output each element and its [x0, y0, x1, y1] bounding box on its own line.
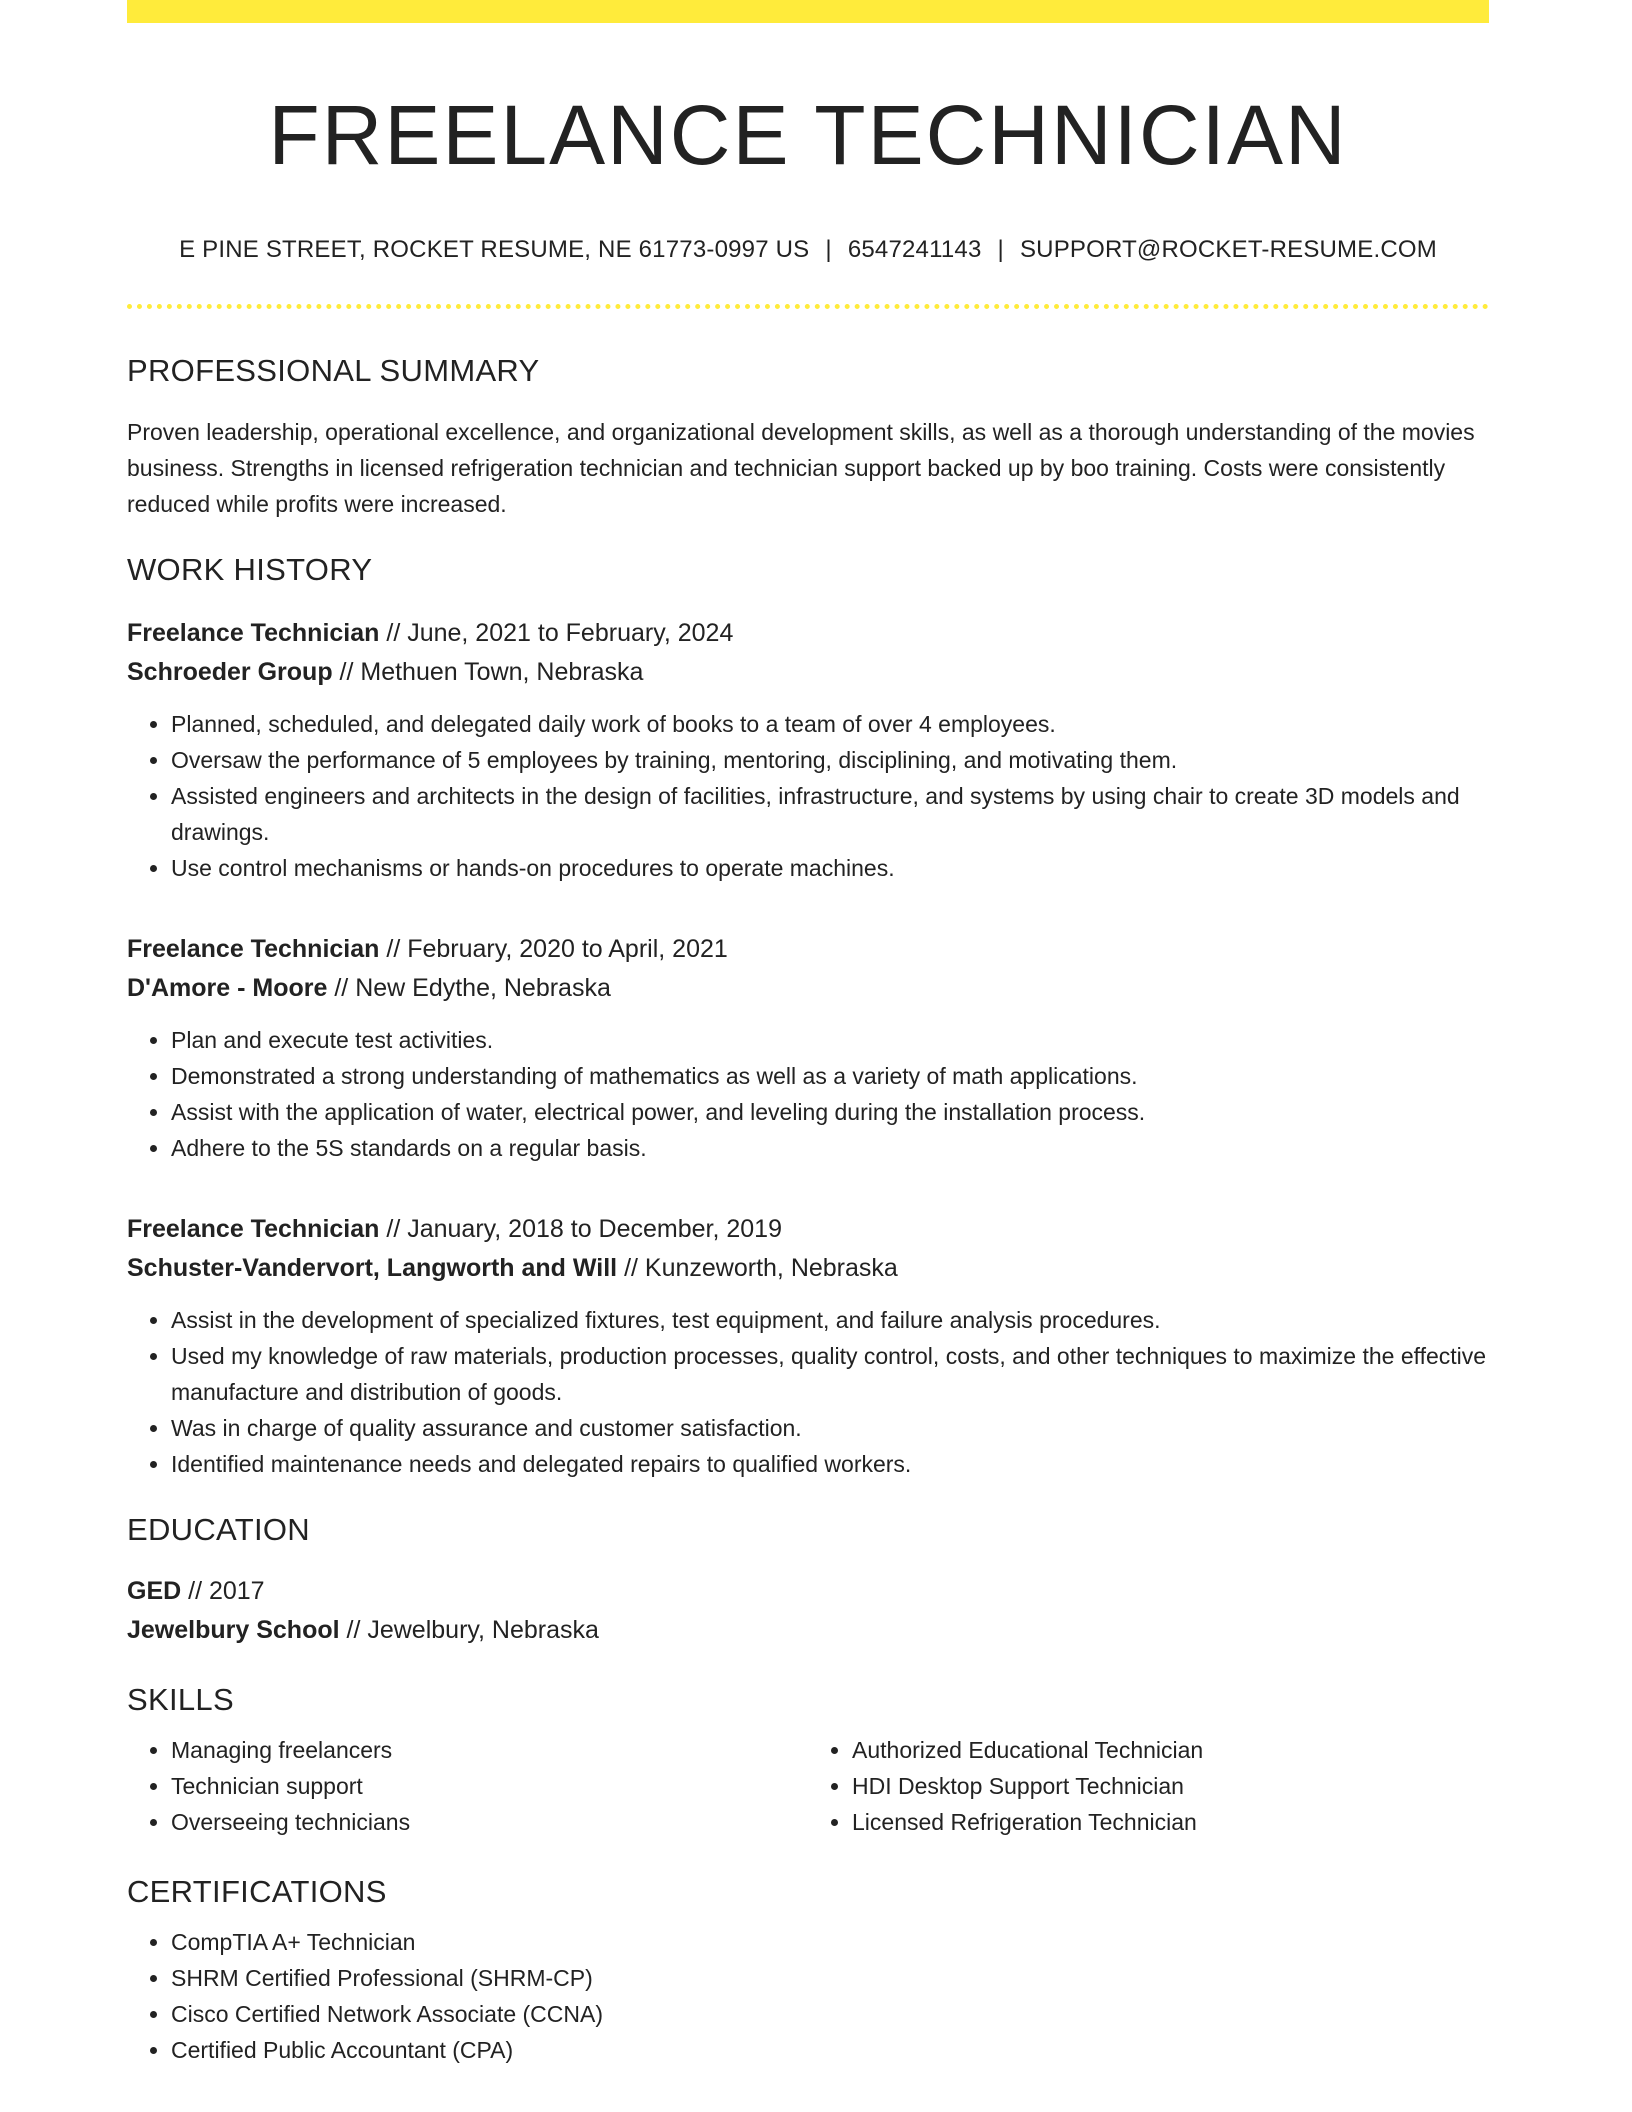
list-item: • Used my knowledge of raw materials, production processes, quality control, costs, and other techniques to maximize the effective manufacture and distribution of goods. — [171, 1338, 1489, 1410]
education-degree-line — [127, 1572, 1489, 1611]
job-dates: // January, 2018 to December, 2019 — [379, 1214, 782, 1243]
list-item: • Adhere to the 5S standards on a regular basis. — [171, 1130, 1489, 1166]
list-item: • Identified maintenance needs and delegated repairs to qualified workers. — [171, 1446, 1489, 1482]
job-role-line — [127, 1210, 1489, 1249]
list-item: • Was in charge of quality assurance and customer satisfaction. — [171, 1410, 1489, 1446]
job-bullets — [127, 1302, 1489, 1482]
job-dates: // February, 2020 to April, 2021 — [379, 934, 728, 963]
list-item: • Certified Public Accountant (CPA) — [171, 2032, 1489, 2068]
list-item: • CompTIA A+ Technician — [171, 1924, 1489, 1960]
education-entry — [127, 1572, 1489, 1650]
dotted-divider — [127, 304, 1489, 309]
job-bullets — [127, 706, 1489, 886]
skills-list-right — [808, 1732, 1489, 1840]
list-item: • Licensed Refrigeration Technician — [852, 1804, 1489, 1840]
top-accent-bar — [127, 0, 1489, 23]
job-company-line — [127, 1249, 1489, 1288]
section-title-summary: PROFESSIONAL SUMMARY — [127, 352, 540, 388]
job-role: Freelance Technician — [127, 618, 380, 647]
list-item: • HDI Desktop Support Technician — [852, 1768, 1489, 1804]
candidate-name: FREELANCE TECHNICIAN — [268, 88, 1348, 182]
job-company: Schroeder Group — [127, 657, 333, 686]
job-company: D'Amore - Moore — [127, 973, 328, 1002]
contact-separator: | — [997, 235, 1004, 263]
list-item: • Demonstrated a strong understanding of mathematics as well as a variety of math applications. — [171, 1058, 1489, 1094]
list-item: • Use control mechanisms or hands-on procedures to operate machines. — [171, 850, 1489, 886]
job-location: // New Edythe, Nebraska — [327, 973, 611, 1002]
job-bullets — [127, 1022, 1489, 1166]
list-item: • Planned, scheduled, and delegated daily work of books to a team of over 4 employees. — [171, 706, 1489, 742]
section-title-education: EDUCATION — [127, 1511, 310, 1547]
contact-address: E PINE STREET, ROCKET RESUME, NE 61773-0997 US — [179, 235, 810, 263]
skills-list-left — [127, 1732, 808, 1840]
education-school-line — [127, 1611, 1489, 1650]
contact-phone: 6547241143 — [847, 235, 982, 263]
contact-line — [127, 236, 1489, 264]
job-role: Freelance Technician — [127, 1214, 380, 1243]
list-item: • Assisted engineers and architects in the design of facilities, infrastructure, and systems by using chair to create 3D models and drawings. — [171, 778, 1489, 850]
list-item: • Assist with the application of water, electrical power, and leveling during the installation process. — [171, 1094, 1489, 1130]
job-role: Freelance Technician — [127, 934, 380, 963]
education-year: // 2017 — [181, 1576, 265, 1605]
summary-text: Proven leadership, operational excellence, and organizational development skills, as well as a thorough understanding of the movies business. Strengths in licensed refrigeration technician and technician support backed up by boo training. Costs were consistently reduced while profits were increased. — [127, 418, 1475, 517]
resume-page — [127, 0, 1489, 2068]
list-item: • SHRM Certified Professional (SHRM-CP) — [171, 1960, 1489, 1996]
contact-email: SUPPORT@ROCKET-RESUME.COM — [1019, 235, 1437, 263]
education-degree: GED — [127, 1576, 182, 1605]
list-item: • Overseeing technicians — [171, 1804, 808, 1840]
list-item: • Cisco Certified Network Associate (CCNA) — [171, 1996, 1489, 2032]
job-role-line — [127, 930, 1489, 969]
job-company: Schuster-Vandervort, Langworth and Will — [127, 1253, 618, 1282]
certifications-list — [127, 1924, 1489, 2068]
list-item: • Managing freelancers — [171, 1732, 808, 1768]
job-entry — [127, 930, 1489, 1166]
list-item: • Plan and execute test activities. — [171, 1022, 1489, 1058]
job-location: // Methuen Town, Nebraska — [332, 657, 644, 686]
education-school: Jewelbury School — [127, 1615, 340, 1644]
job-entry — [127, 614, 1489, 886]
job-dates: // June, 2021 to February, 2024 — [379, 618, 734, 647]
education-location: // Jewelbury, Nebraska — [339, 1615, 599, 1644]
list-item: • Technician support — [171, 1768, 808, 1804]
job-entry — [127, 1210, 1489, 1482]
skills-grid — [127, 1732, 1489, 1840]
list-item: • Assist in the development of specialized fixtures, test equipment, and failure analysis procedures. — [171, 1302, 1489, 1338]
job-company-line — [127, 969, 1489, 1008]
job-location: // Kunzeworth, Nebraska — [617, 1253, 898, 1282]
list-item: • Oversaw the performance of 5 employees by training, mentoring, disciplining, and motivating them. — [171, 742, 1489, 778]
list-item: • Authorized Educational Technician — [852, 1732, 1489, 1768]
job-company-line — [127, 653, 1489, 692]
section-title-skills: SKILLS — [127, 1681, 234, 1717]
section-title-work-history: WORK HISTORY — [127, 551, 373, 587]
section-title-certifications: CERTIFICATIONS — [127, 1873, 387, 1909]
contact-separator: | — [825, 235, 832, 263]
job-role-line — [127, 614, 1489, 653]
